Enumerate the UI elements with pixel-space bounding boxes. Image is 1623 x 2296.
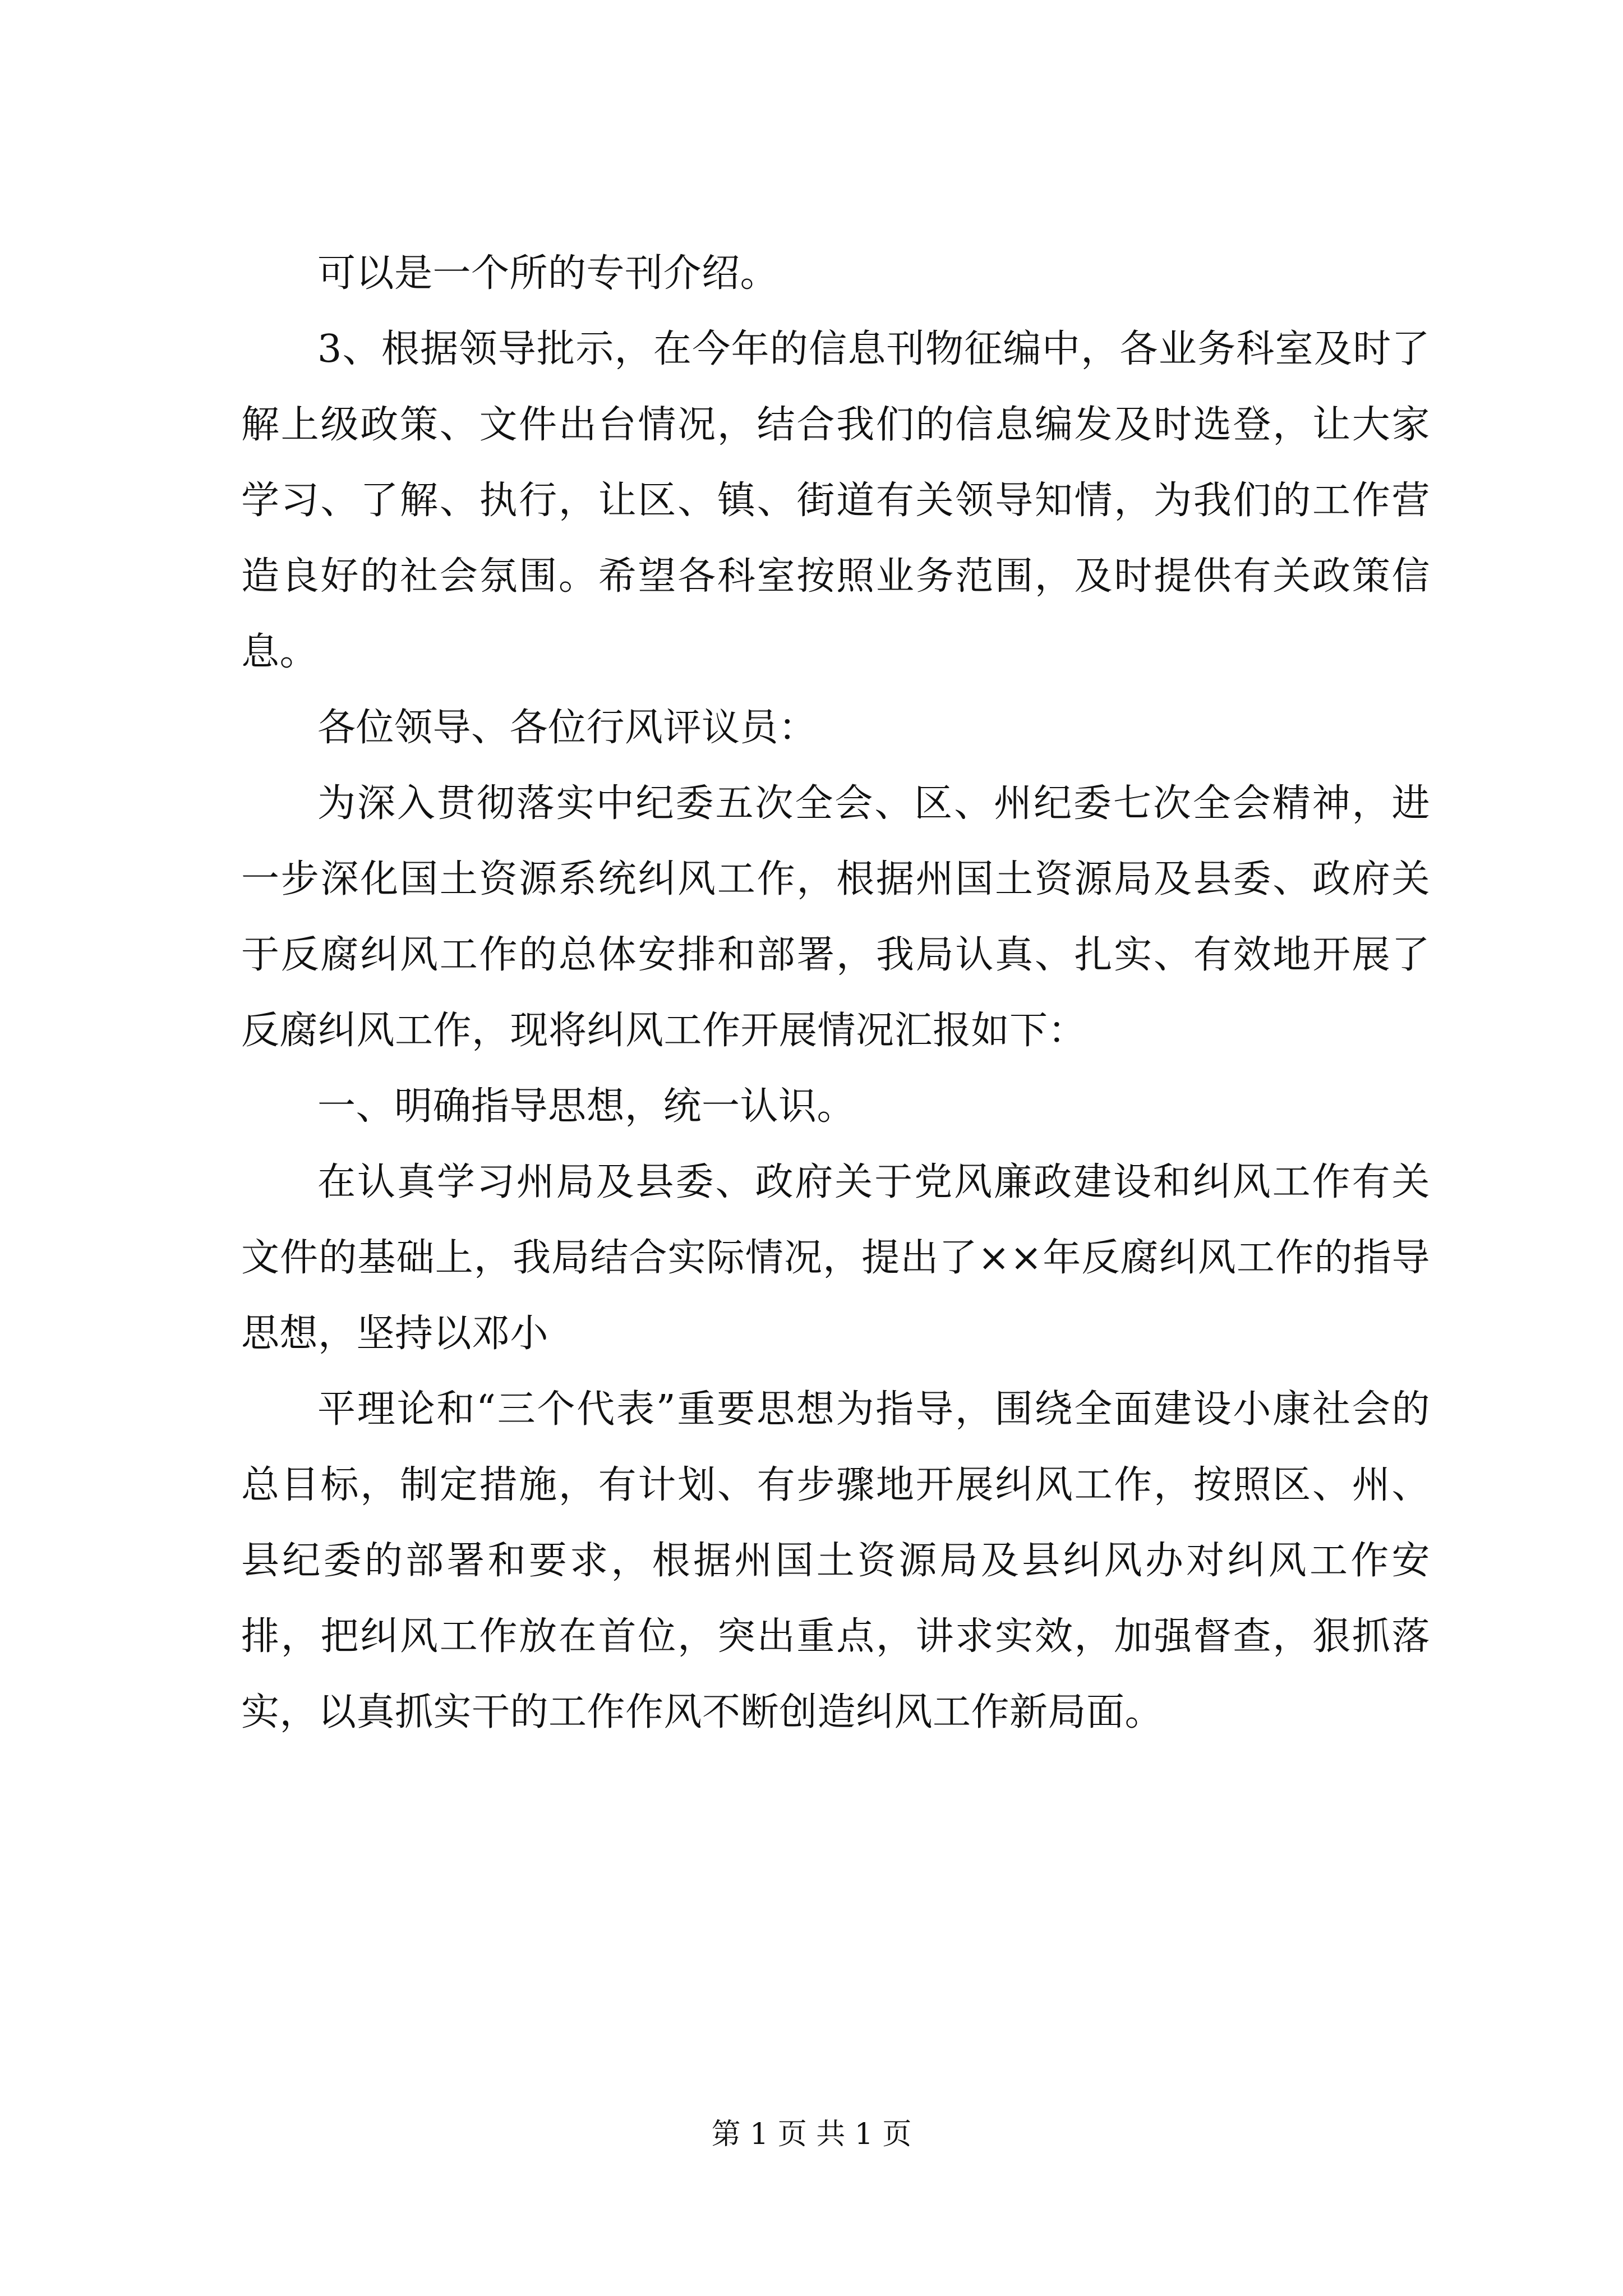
page-footer: 第 1 页 共 1 页 [711, 2118, 912, 2151]
paragraph-item-3: 3、根据领导批示，在今年的信息刊物征编中，各业务科室及时了解上级政策、文件出台情况，结合我们的信息编发及时选登，让大家学习、了解、执行，让区、镇、街道有关领导知情，为我们的工作营造良好的社会氛围。希望各科室按照业务范围，及时提供有关政策信息。 [241, 327, 1430, 674]
paragraph-opening: 为深入贯彻落实中纪委五次全会、区、州纪委七次全会精神，进一步深化国土资源系统纠风工作，根据州国土资源局及县委、政府关于反腐纠风工作的总体安排和部署，我局认真、扎实、有效地开展了反腐纠风工作，现将纠风工作开展情况汇报如下： [241, 781, 1430, 1053]
paragraph-section-1b: 平理论和“三个代表”重要思想为指导，围绕全面建设小康社会的总目标，制定措施，有计划、有步骤地开展纠风工作，按照区、州、县纪委的部署和要求，根据州国土资源局及县纠风办对纠风工作安排，把纠风工作放在首位，突出重点，讲求实效，加强督查，狠抓落实，以真抓实干的工作作风不断创造纠风工作新局面。 [241, 1387, 1430, 1734]
paragraph-section-1a: 在认真学习州局及县委、政府关于党风廉政建设和纠风工作有关文件的基础上，我局结合实际情况，提出了××年反腐纠风工作的指导思想，坚持以邓小 [241, 1160, 1430, 1356]
paragraph-salutation: 各位领导、各位行风评议员： [317, 706, 817, 750]
document-body [241, 236, 1430, 1750]
section-heading-1: 一、明确指导思想，统一认识。 [317, 1084, 856, 1129]
paragraph-intro: 可以是一个所的专刊介绍。 [317, 251, 779, 296]
